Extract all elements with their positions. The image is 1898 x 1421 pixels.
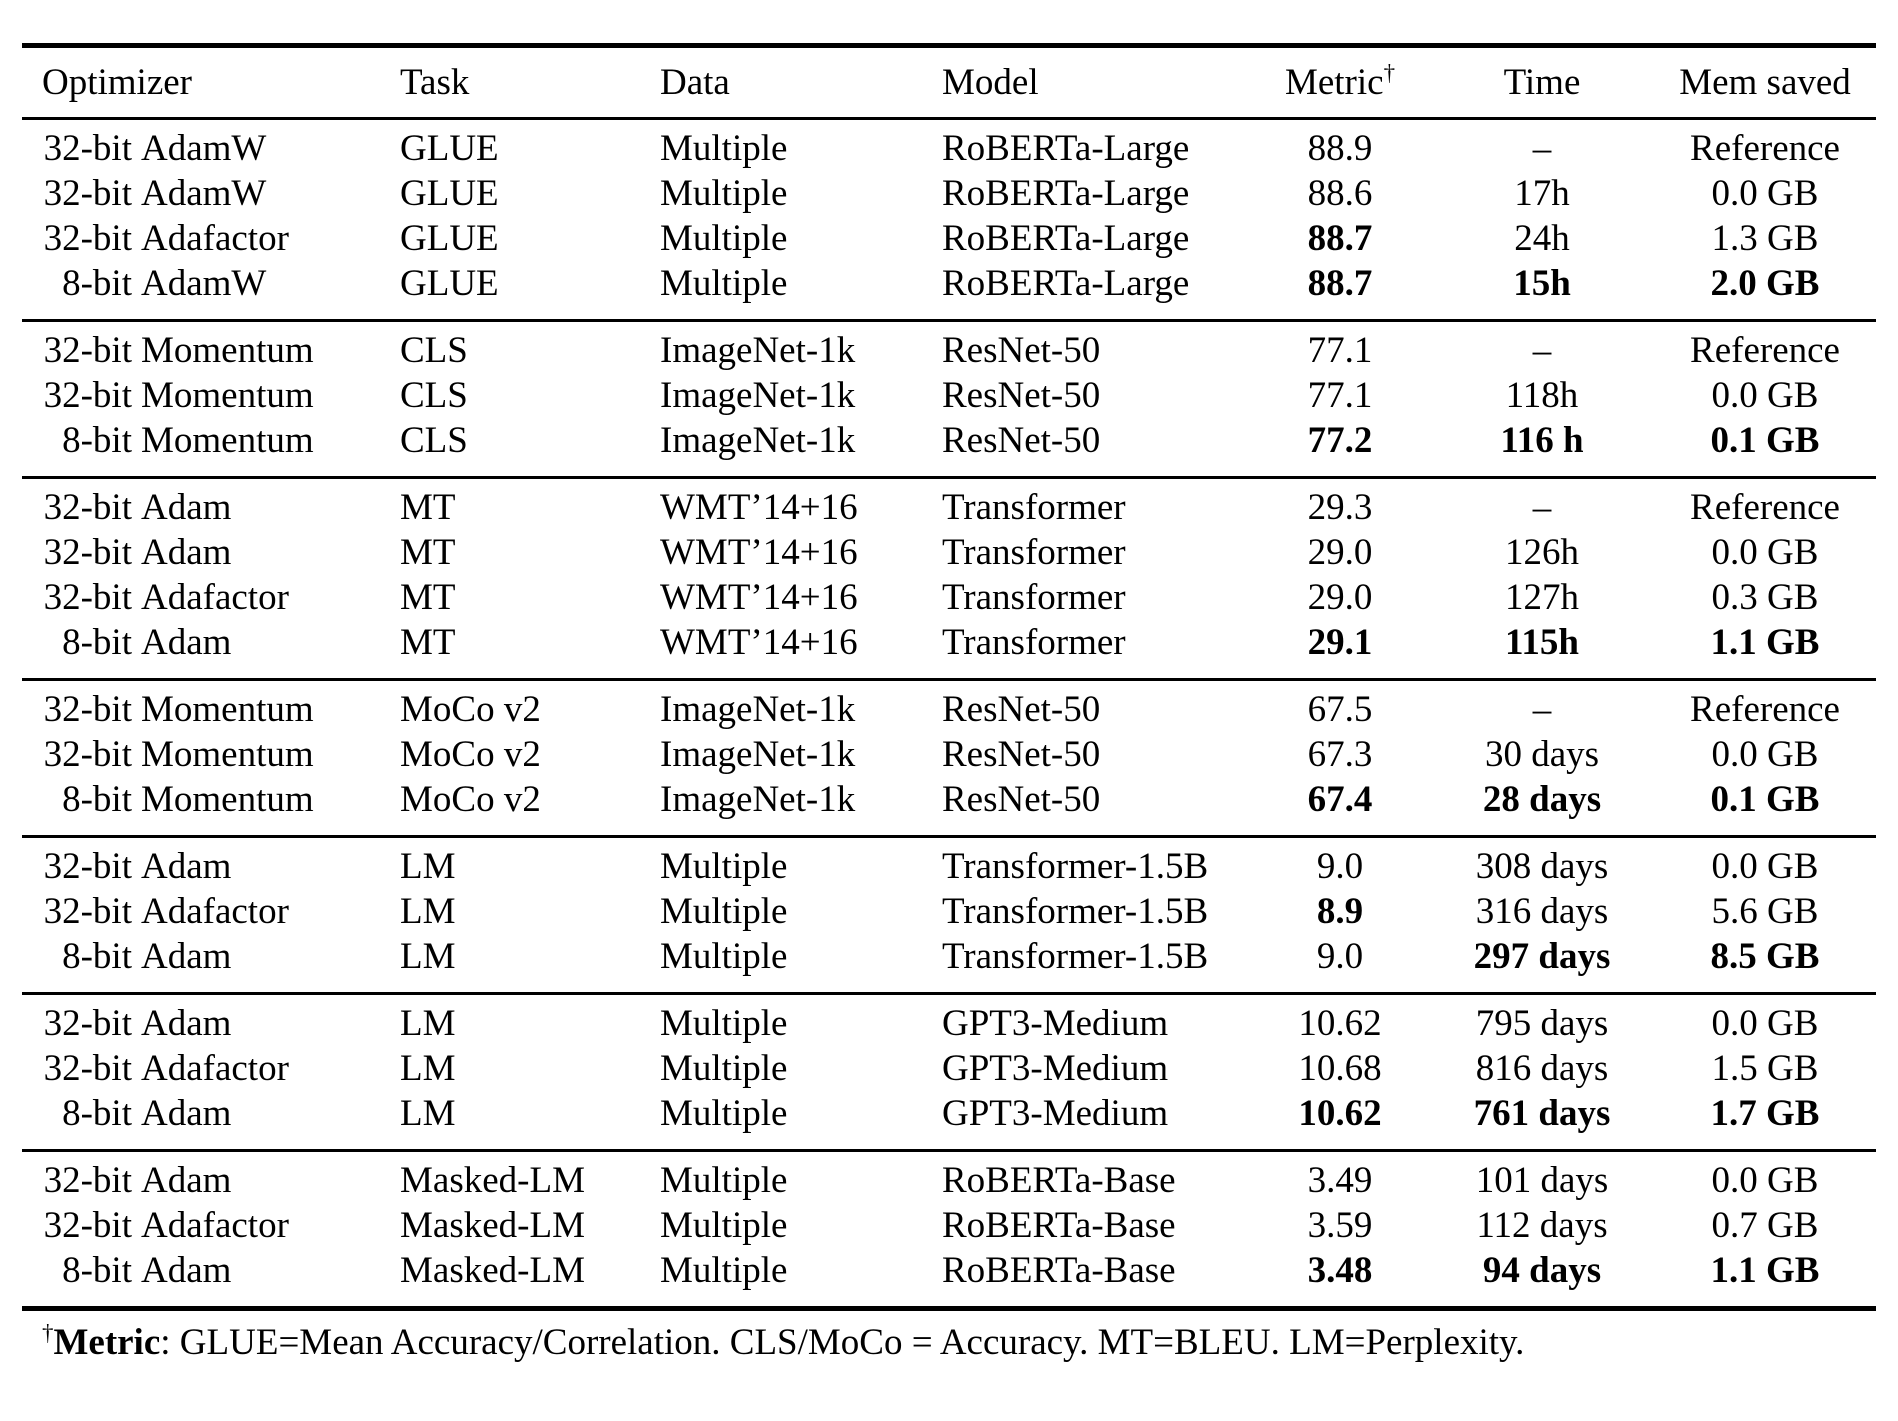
mem-saved-cell: 0.3 GB xyxy=(1711,577,1819,618)
table-row xyxy=(22,777,1876,837)
optimizer-name: Adam xyxy=(141,1093,232,1134)
task-cell: Masked-LM xyxy=(400,1160,585,1201)
task-cell: GLUE xyxy=(400,263,499,304)
time-cell: – xyxy=(1532,128,1552,169)
data-cell: Multiple xyxy=(660,218,788,259)
time-cell: – xyxy=(1532,487,1552,528)
group-mt-transformer xyxy=(22,478,1876,680)
optimizer-cell xyxy=(22,418,400,478)
optimizer-bits: 32-bit xyxy=(43,1003,132,1044)
optimizer-name: Adam xyxy=(141,1160,232,1201)
model-cell: RoBERTa-Base xyxy=(942,1160,1176,1201)
optimizer-cell xyxy=(22,732,400,777)
group-moco-resnet50 xyxy=(22,680,1876,837)
optimizer-cell xyxy=(22,478,400,531)
data-cell: ImageNet-1k xyxy=(660,420,856,461)
col-header-time: Time xyxy=(1430,46,1654,119)
optimizer-bits: 32-bit xyxy=(43,734,132,775)
footnote-text: : GLUE=Mean Accuracy/Correlation. CLS/MoCo = Accuracy. MT=BLEU. LM=Perplexity. xyxy=(160,1322,1525,1363)
metric-cell: 77.1 xyxy=(1307,330,1373,371)
optimizer-bits: 8-bit xyxy=(62,420,132,461)
metric-cell: 29.3 xyxy=(1307,487,1373,528)
footnote-label: Metric xyxy=(53,1322,161,1363)
task-cell: MT xyxy=(400,577,456,618)
model-cell: ResNet-50 xyxy=(942,375,1101,416)
table-header xyxy=(22,46,1876,119)
optimizer-cell xyxy=(22,261,400,321)
table-row xyxy=(22,680,1876,733)
model-cell: ResNet-50 xyxy=(942,330,1101,371)
table-row xyxy=(22,732,1876,777)
task-cell: CLS xyxy=(400,330,468,371)
col-header-optimizer: Optimizer xyxy=(22,46,400,119)
metric-cell: 88.9 xyxy=(1307,128,1373,169)
table-row xyxy=(22,1091,1876,1151)
metric-cell: 10.68 xyxy=(1298,1048,1382,1089)
mem-saved-cell: Reference xyxy=(1690,128,1840,169)
task-cell: GLUE xyxy=(400,128,499,169)
data-cell: ImageNet-1k xyxy=(660,375,856,416)
data-cell: Multiple xyxy=(660,1048,788,1089)
time-cell: 112 days xyxy=(1476,1205,1608,1246)
mem-saved-cell: 1.1 GB xyxy=(1710,622,1820,663)
optimizer-bits: 32-bit xyxy=(43,330,132,371)
optimizer-cell xyxy=(22,889,400,934)
optimizer-name: Momentum xyxy=(141,734,314,775)
optimizer-bits: 32-bit xyxy=(43,577,132,618)
time-cell: 28 days xyxy=(1482,779,1602,820)
model-cell: Transformer-1.5B xyxy=(942,891,1209,932)
table-row xyxy=(22,575,1876,620)
time-cell: – xyxy=(1532,330,1552,371)
data-cell: ImageNet-1k xyxy=(660,689,856,730)
time-cell: 115h xyxy=(1504,622,1580,663)
optimizer-name: Adafactor xyxy=(141,218,289,259)
mem-saved-cell: 0.0 GB xyxy=(1711,846,1819,887)
data-cell: Multiple xyxy=(660,936,788,977)
model-cell: GPT3-Medium xyxy=(942,1048,1169,1089)
metric-cell: 77.2 xyxy=(1307,420,1373,461)
table-row xyxy=(22,620,1876,680)
optimizer-name: Adam xyxy=(141,1250,232,1291)
model-cell: GPT3-Medium xyxy=(942,1003,1169,1044)
time-cell: 126h xyxy=(1505,532,1579,573)
optimizer-bits: 8-bit xyxy=(62,622,132,663)
metric-cell: 3.48 xyxy=(1307,1250,1373,1291)
optimizer-cell xyxy=(22,171,400,216)
mem-saved-cell: 8.5 GB xyxy=(1710,936,1820,977)
optimizer-cell xyxy=(22,119,400,172)
table-row xyxy=(22,418,1876,478)
optimizer-bits: 32-bit xyxy=(43,218,132,259)
metric-cell: 29.0 xyxy=(1307,532,1373,573)
optimizer-cell xyxy=(22,837,400,890)
metric-cell: 10.62 xyxy=(1298,1093,1382,1134)
mem-saved-cell: 0.0 GB xyxy=(1711,1160,1819,1201)
metric-cell: 8.9 xyxy=(1316,891,1364,932)
time-cell: 101 days xyxy=(1475,1160,1609,1201)
mem-saved-cell: 0.7 GB xyxy=(1711,1205,1819,1246)
optimizer-name: Momentum xyxy=(141,779,314,820)
data-cell: Multiple xyxy=(660,846,788,887)
table-row xyxy=(22,119,1876,172)
metric-cell: 67.5 xyxy=(1307,689,1373,730)
metric-cell: 88.7 xyxy=(1307,263,1373,304)
optimizer-bits: 32-bit xyxy=(43,375,132,416)
optimizer-bits: 32-bit xyxy=(43,689,132,730)
data-cell: WMT’14+16 xyxy=(660,577,858,618)
model-cell: Transformer xyxy=(942,532,1126,573)
optimizer-name: AdamW xyxy=(141,263,267,304)
optimizer-cell xyxy=(22,777,400,837)
data-cell: Multiple xyxy=(660,1093,788,1134)
task-cell: LM xyxy=(400,1093,456,1134)
col-header-metric-label: Metric xyxy=(1284,62,1384,103)
time-cell: 15h xyxy=(1513,263,1571,304)
optimizer-cell xyxy=(22,373,400,418)
model-cell: Transformer xyxy=(942,487,1126,528)
group-cls-resnet50 xyxy=(22,321,1876,478)
optimizer-bits: 32-bit xyxy=(43,1160,132,1201)
mem-saved-cell: 1.3 GB xyxy=(1711,218,1819,259)
optimizer-bits: 8-bit xyxy=(62,263,132,304)
metric-cell: 88.6 xyxy=(1307,173,1373,214)
data-cell: WMT’14+16 xyxy=(660,487,858,528)
model-cell: ResNet-50 xyxy=(942,779,1101,820)
metric-cell: 29.0 xyxy=(1307,577,1373,618)
mem-saved-cell: Reference xyxy=(1690,487,1840,528)
data-cell: Multiple xyxy=(660,263,788,304)
metric-cell: 67.4 xyxy=(1307,779,1373,820)
task-cell: Masked-LM xyxy=(400,1205,585,1246)
header-row xyxy=(22,46,1876,119)
model-cell: ResNet-50 xyxy=(942,734,1101,775)
optimizer-cell xyxy=(22,216,400,261)
optimizer-name: Adafactor xyxy=(141,1048,289,1089)
model-cell: RoBERTa-Large xyxy=(942,128,1190,169)
optimizer-cell xyxy=(22,1151,400,1204)
mem-saved-cell: 0.0 GB xyxy=(1711,173,1819,214)
metric-cell: 3.49 xyxy=(1307,1160,1373,1201)
mem-saved-cell: 2.0 GB xyxy=(1710,263,1820,304)
metric-cell: 9.0 xyxy=(1316,936,1364,977)
task-cell: MT xyxy=(400,487,456,528)
col-header-mem-saved: Mem saved xyxy=(1654,46,1876,119)
task-cell: Masked-LM xyxy=(400,1250,585,1291)
optimizer-name: Momentum xyxy=(141,420,314,461)
table-row xyxy=(22,934,1876,994)
time-cell: 17h xyxy=(1514,173,1570,214)
model-cell: RoBERTa-Base xyxy=(942,1205,1176,1246)
results-table xyxy=(22,43,1876,1311)
table-row xyxy=(22,321,1876,374)
mem-saved-cell: 0.1 GB xyxy=(1710,420,1820,461)
time-cell: 118h xyxy=(1505,375,1579,416)
optimizer-cell xyxy=(22,680,400,733)
table-footnote xyxy=(22,1320,1876,1366)
data-cell: ImageNet-1k xyxy=(660,734,856,775)
metric-cell: 10.62 xyxy=(1298,1003,1382,1044)
optimizer-cell xyxy=(22,321,400,374)
optimizer-cell xyxy=(22,1091,400,1151)
data-cell: ImageNet-1k xyxy=(660,330,856,371)
task-cell: MoCo v2 xyxy=(400,734,541,775)
data-cell: Multiple xyxy=(660,891,788,932)
optimizer-name: AdamW xyxy=(141,128,267,169)
optimizer-cell xyxy=(22,1248,400,1309)
table-row xyxy=(22,1046,1876,1091)
optimizer-name: Adafactor xyxy=(141,1205,289,1246)
optimizer-name: Adafactor xyxy=(141,577,289,618)
time-cell: 308 days xyxy=(1475,846,1609,887)
dagger-mark: † xyxy=(1383,60,1396,86)
optimizer-bits: 32-bit xyxy=(43,487,132,528)
mem-saved-cell: 0.0 GB xyxy=(1711,1003,1819,1044)
group-masked-lm-roberta-base xyxy=(22,1151,1876,1309)
optimizer-cell xyxy=(22,530,400,575)
metric-cell: 29.1 xyxy=(1307,622,1373,663)
table-row xyxy=(22,1151,1876,1204)
model-cell: RoBERTa-Large xyxy=(942,173,1190,214)
optimizer-bits: 32-bit xyxy=(43,128,132,169)
table-row xyxy=(22,837,1876,890)
data-cell: WMT’14+16 xyxy=(660,622,858,663)
table-row xyxy=(22,889,1876,934)
mem-saved-cell: 0.0 GB xyxy=(1711,532,1819,573)
optimizer-bits: 8-bit xyxy=(62,1093,132,1134)
optimizer-cell xyxy=(22,1203,400,1248)
results-figure xyxy=(22,43,1876,1366)
optimizer-name: Momentum xyxy=(141,375,314,416)
mem-saved-cell: 5.6 GB xyxy=(1711,891,1819,932)
task-cell: LM xyxy=(400,1003,456,1044)
optimizer-name: Adam xyxy=(141,532,232,573)
metric-cell: 88.7 xyxy=(1307,218,1373,259)
mem-saved-cell: 0.0 GB xyxy=(1711,734,1819,775)
table-row xyxy=(22,1248,1876,1309)
time-cell: 94 days xyxy=(1482,1250,1602,1291)
optimizer-bits: 8-bit xyxy=(62,936,132,977)
metric-cell: 77.1 xyxy=(1307,375,1373,416)
model-cell: Transformer-1.5B xyxy=(942,846,1209,887)
table-row xyxy=(22,373,1876,418)
data-cell: Multiple xyxy=(660,1205,788,1246)
col-header-model: Model xyxy=(942,46,1250,119)
optimizer-bits: 32-bit xyxy=(43,846,132,887)
optimizer-bits: 8-bit xyxy=(62,1250,132,1291)
time-cell: 127h xyxy=(1505,577,1579,618)
time-cell: 30 days xyxy=(1484,734,1600,775)
table-row xyxy=(22,216,1876,261)
task-cell: CLS xyxy=(400,420,468,461)
data-cell: Multiple xyxy=(660,1003,788,1044)
data-cell: WMT’14+16 xyxy=(660,532,858,573)
optimizer-name: Adam xyxy=(141,487,232,528)
task-cell: GLUE xyxy=(400,173,499,214)
optimizer-name: Adam xyxy=(141,936,232,977)
optimizer-name: Momentum xyxy=(141,689,314,730)
optimizer-name: Adam xyxy=(141,1003,232,1044)
task-cell: GLUE xyxy=(400,218,499,259)
model-cell: Transformer-1.5B xyxy=(942,936,1209,977)
data-cell: Multiple xyxy=(660,1250,788,1291)
optimizer-name: Momentum xyxy=(141,330,314,371)
model-cell: Transformer xyxy=(942,622,1126,663)
footnote-dagger-icon: † xyxy=(42,1320,54,1346)
group-lm-gpt3-medium xyxy=(22,994,1876,1151)
group-glue-roberta-large xyxy=(22,119,1876,321)
task-cell: MoCo v2 xyxy=(400,779,541,820)
task-cell: LM xyxy=(400,936,456,977)
optimizer-bits: 8-bit xyxy=(62,779,132,820)
optimizer-cell xyxy=(22,575,400,620)
task-cell: MoCo v2 xyxy=(400,689,541,730)
task-cell: LM xyxy=(400,1048,456,1089)
optimizer-bits: 32-bit xyxy=(43,1205,132,1246)
optimizer-bits: 32-bit xyxy=(43,173,132,214)
task-cell: LM xyxy=(400,846,456,887)
optimizer-bits: 32-bit xyxy=(43,1048,132,1089)
table-row xyxy=(22,1203,1876,1248)
time-cell: 297 days xyxy=(1473,936,1611,977)
col-header-metric xyxy=(1250,46,1430,119)
model-cell: Transformer xyxy=(942,577,1126,618)
metric-cell: 3.59 xyxy=(1307,1205,1373,1246)
table-row xyxy=(22,261,1876,321)
table-row xyxy=(22,478,1876,531)
time-cell: 795 days xyxy=(1475,1003,1609,1044)
table-row xyxy=(22,530,1876,575)
task-cell: LM xyxy=(400,891,456,932)
mem-saved-cell: 0.1 GB xyxy=(1710,779,1820,820)
mem-saved-cell: 1.1 GB xyxy=(1710,1250,1820,1291)
mem-saved-cell: Reference xyxy=(1690,689,1840,730)
task-cell: MT xyxy=(400,622,456,663)
model-cell: RoBERTa-Large xyxy=(942,263,1190,304)
data-cell: ImageNet-1k xyxy=(660,779,856,820)
task-cell: MT xyxy=(400,532,456,573)
time-cell: 316 days xyxy=(1475,891,1609,932)
data-cell: Multiple xyxy=(660,1160,788,1201)
data-cell: Multiple xyxy=(660,128,788,169)
model-cell: ResNet-50 xyxy=(942,420,1101,461)
group-lm-transformer-1-5b xyxy=(22,837,1876,994)
metric-cell: 67.3 xyxy=(1307,734,1373,775)
optimizer-name: AdamW xyxy=(141,173,267,214)
model-cell: RoBERTa-Base xyxy=(942,1250,1176,1291)
mem-saved-cell: Reference xyxy=(1690,330,1840,371)
mem-saved-cell: 0.0 GB xyxy=(1711,375,1819,416)
model-cell: GPT3-Medium xyxy=(942,1093,1169,1134)
time-cell: 24h xyxy=(1514,218,1570,259)
data-cell: Multiple xyxy=(660,173,788,214)
optimizer-cell xyxy=(22,1046,400,1091)
optimizer-name: Adafactor xyxy=(141,891,289,932)
time-cell: 761 days xyxy=(1473,1093,1611,1134)
optimizer-name: Adam xyxy=(141,622,232,663)
col-header-data: Data xyxy=(660,46,942,119)
task-cell: CLS xyxy=(400,375,468,416)
model-cell: ResNet-50 xyxy=(942,689,1101,730)
optimizer-cell xyxy=(22,934,400,994)
col-header-task: Task xyxy=(400,46,660,119)
optimizer-name: Adam xyxy=(141,846,232,887)
time-cell: 816 days xyxy=(1475,1048,1609,1089)
optimizer-cell xyxy=(22,994,400,1047)
mem-saved-cell: 1.5 GB xyxy=(1711,1048,1819,1089)
mem-saved-cell: 1.7 GB xyxy=(1710,1093,1820,1134)
table-row xyxy=(22,994,1876,1047)
time-cell: – xyxy=(1532,689,1552,730)
model-cell: RoBERTa-Large xyxy=(942,218,1190,259)
optimizer-cell xyxy=(22,620,400,680)
metric-cell: 9.0 xyxy=(1316,846,1364,887)
optimizer-bits: 32-bit xyxy=(43,891,132,932)
optimizer-bits: 32-bit xyxy=(43,532,132,573)
time-cell: 116 h xyxy=(1500,420,1584,461)
table-row xyxy=(22,171,1876,216)
